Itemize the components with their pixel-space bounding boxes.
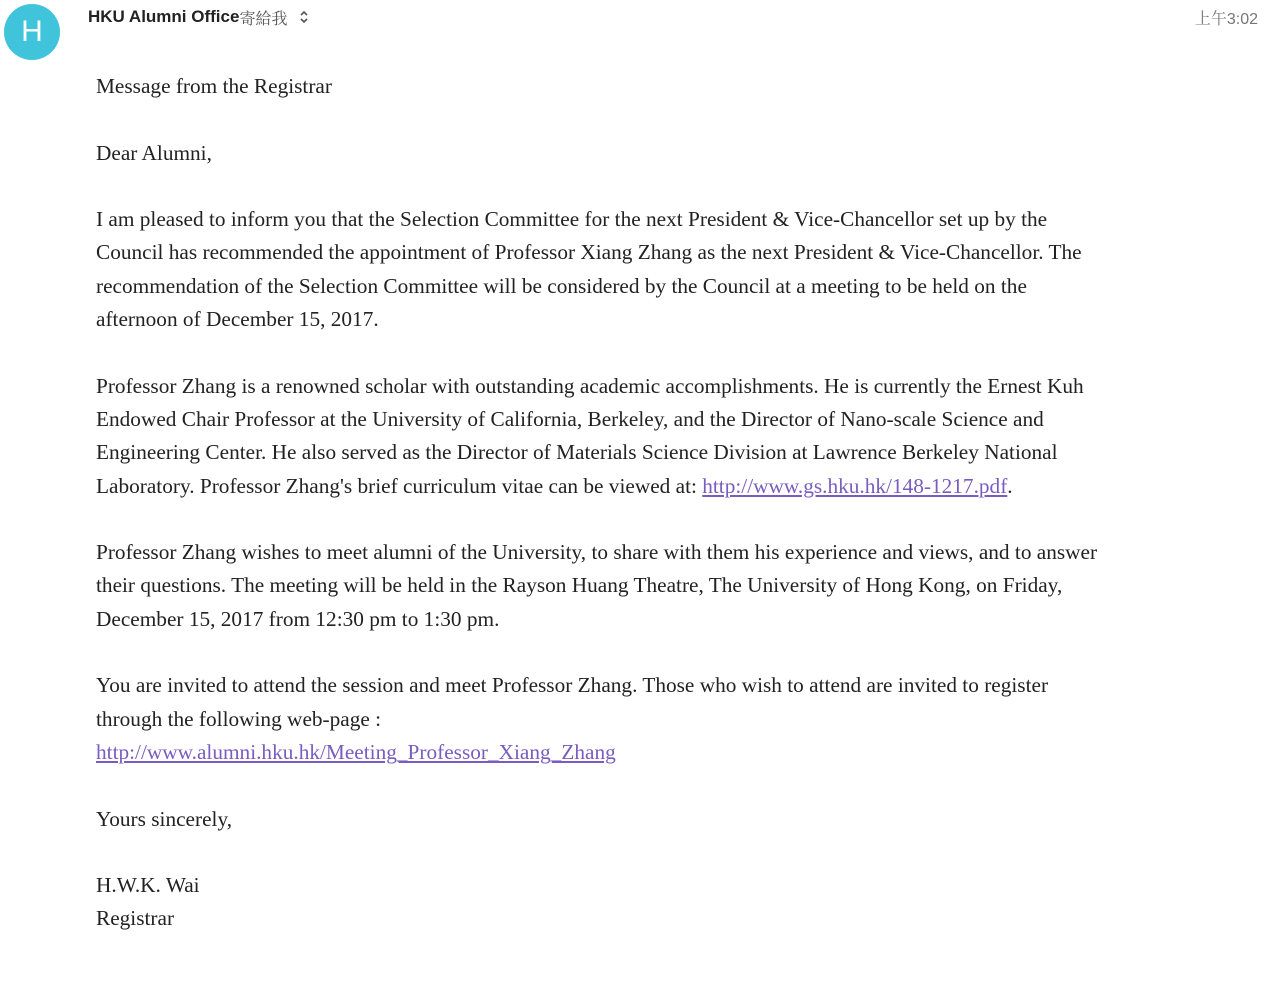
sender-row bbox=[88, 5, 311, 29]
paragraph-registration bbox=[96, 669, 1106, 769]
paragraph-announcement: I am pleased to inform you that the Selection Committee for the next President & Vice-Chancellor set up by the Council has recommended the appointment of Professor Xiang Zhang as the next President & Vice-Chancellor. The recommendation of the Selection Committee will be considered by the Council at a meeting to be held on the afternoon of December 15, 2017. bbox=[96, 207, 1082, 332]
cv-link[interactable]: http://www.gs.hku.hk/148-1217.pdf bbox=[702, 473, 1008, 498]
registration-link[interactable]: http://www.alumni.hku.hk/Meeting_Professor_Xiang_Zhang bbox=[96, 739, 616, 764]
registration-text: You are invited to attend the session and meet Professor Zhang. Those who wish to attend are invited to register through the following web-page : bbox=[96, 673, 1049, 731]
sender-name[interactable]: HKU Alumni Office bbox=[88, 7, 240, 26]
message-body bbox=[96, 70, 1106, 936]
recipient-label: 寄給我 bbox=[239, 10, 288, 28]
signature-name: H.W.K. Wai bbox=[96, 873, 200, 898]
subject-line: Message from the Registrar bbox=[96, 74, 332, 98]
paragraph-biography bbox=[96, 370, 1106, 503]
signature-title: Registrar bbox=[96, 906, 175, 931]
biography-text: Professor Zhang is a renowned scholar with outstanding academic accomplishments. He is currently the Ernest Kuh Endowed Chair Professor at the University of California, Berkeley, and the Director of Nano-scale Science and Engineering Center. He also served as the Director of Materials Science Division at Lawrence Berkeley National Laboratory. Professor Zhang's brief curriculum vitae can be viewed at: bbox=[96, 373, 1084, 498]
paragraph-meeting: Professor Zhang wishes to meet alumni of the University, to share with them his experience and views, and to answer their questions. The meeting will be held in the Rayson Huang Theatre, The University of Hong Kong, on Friday, December 15, 2017 from 12:30 pm to 1:30 pm. bbox=[96, 540, 1098, 631]
signature bbox=[96, 869, 1106, 936]
closing: Yours sincerely, bbox=[96, 806, 233, 831]
unfold-icon[interactable] bbox=[297, 8, 311, 26]
timestamp: 上午3:02 bbox=[1194, 11, 1258, 28]
avatar[interactable]: H bbox=[4, 4, 60, 60]
greeting: Dear Alumni, bbox=[96, 140, 212, 165]
biography-end: . bbox=[1007, 473, 1013, 498]
